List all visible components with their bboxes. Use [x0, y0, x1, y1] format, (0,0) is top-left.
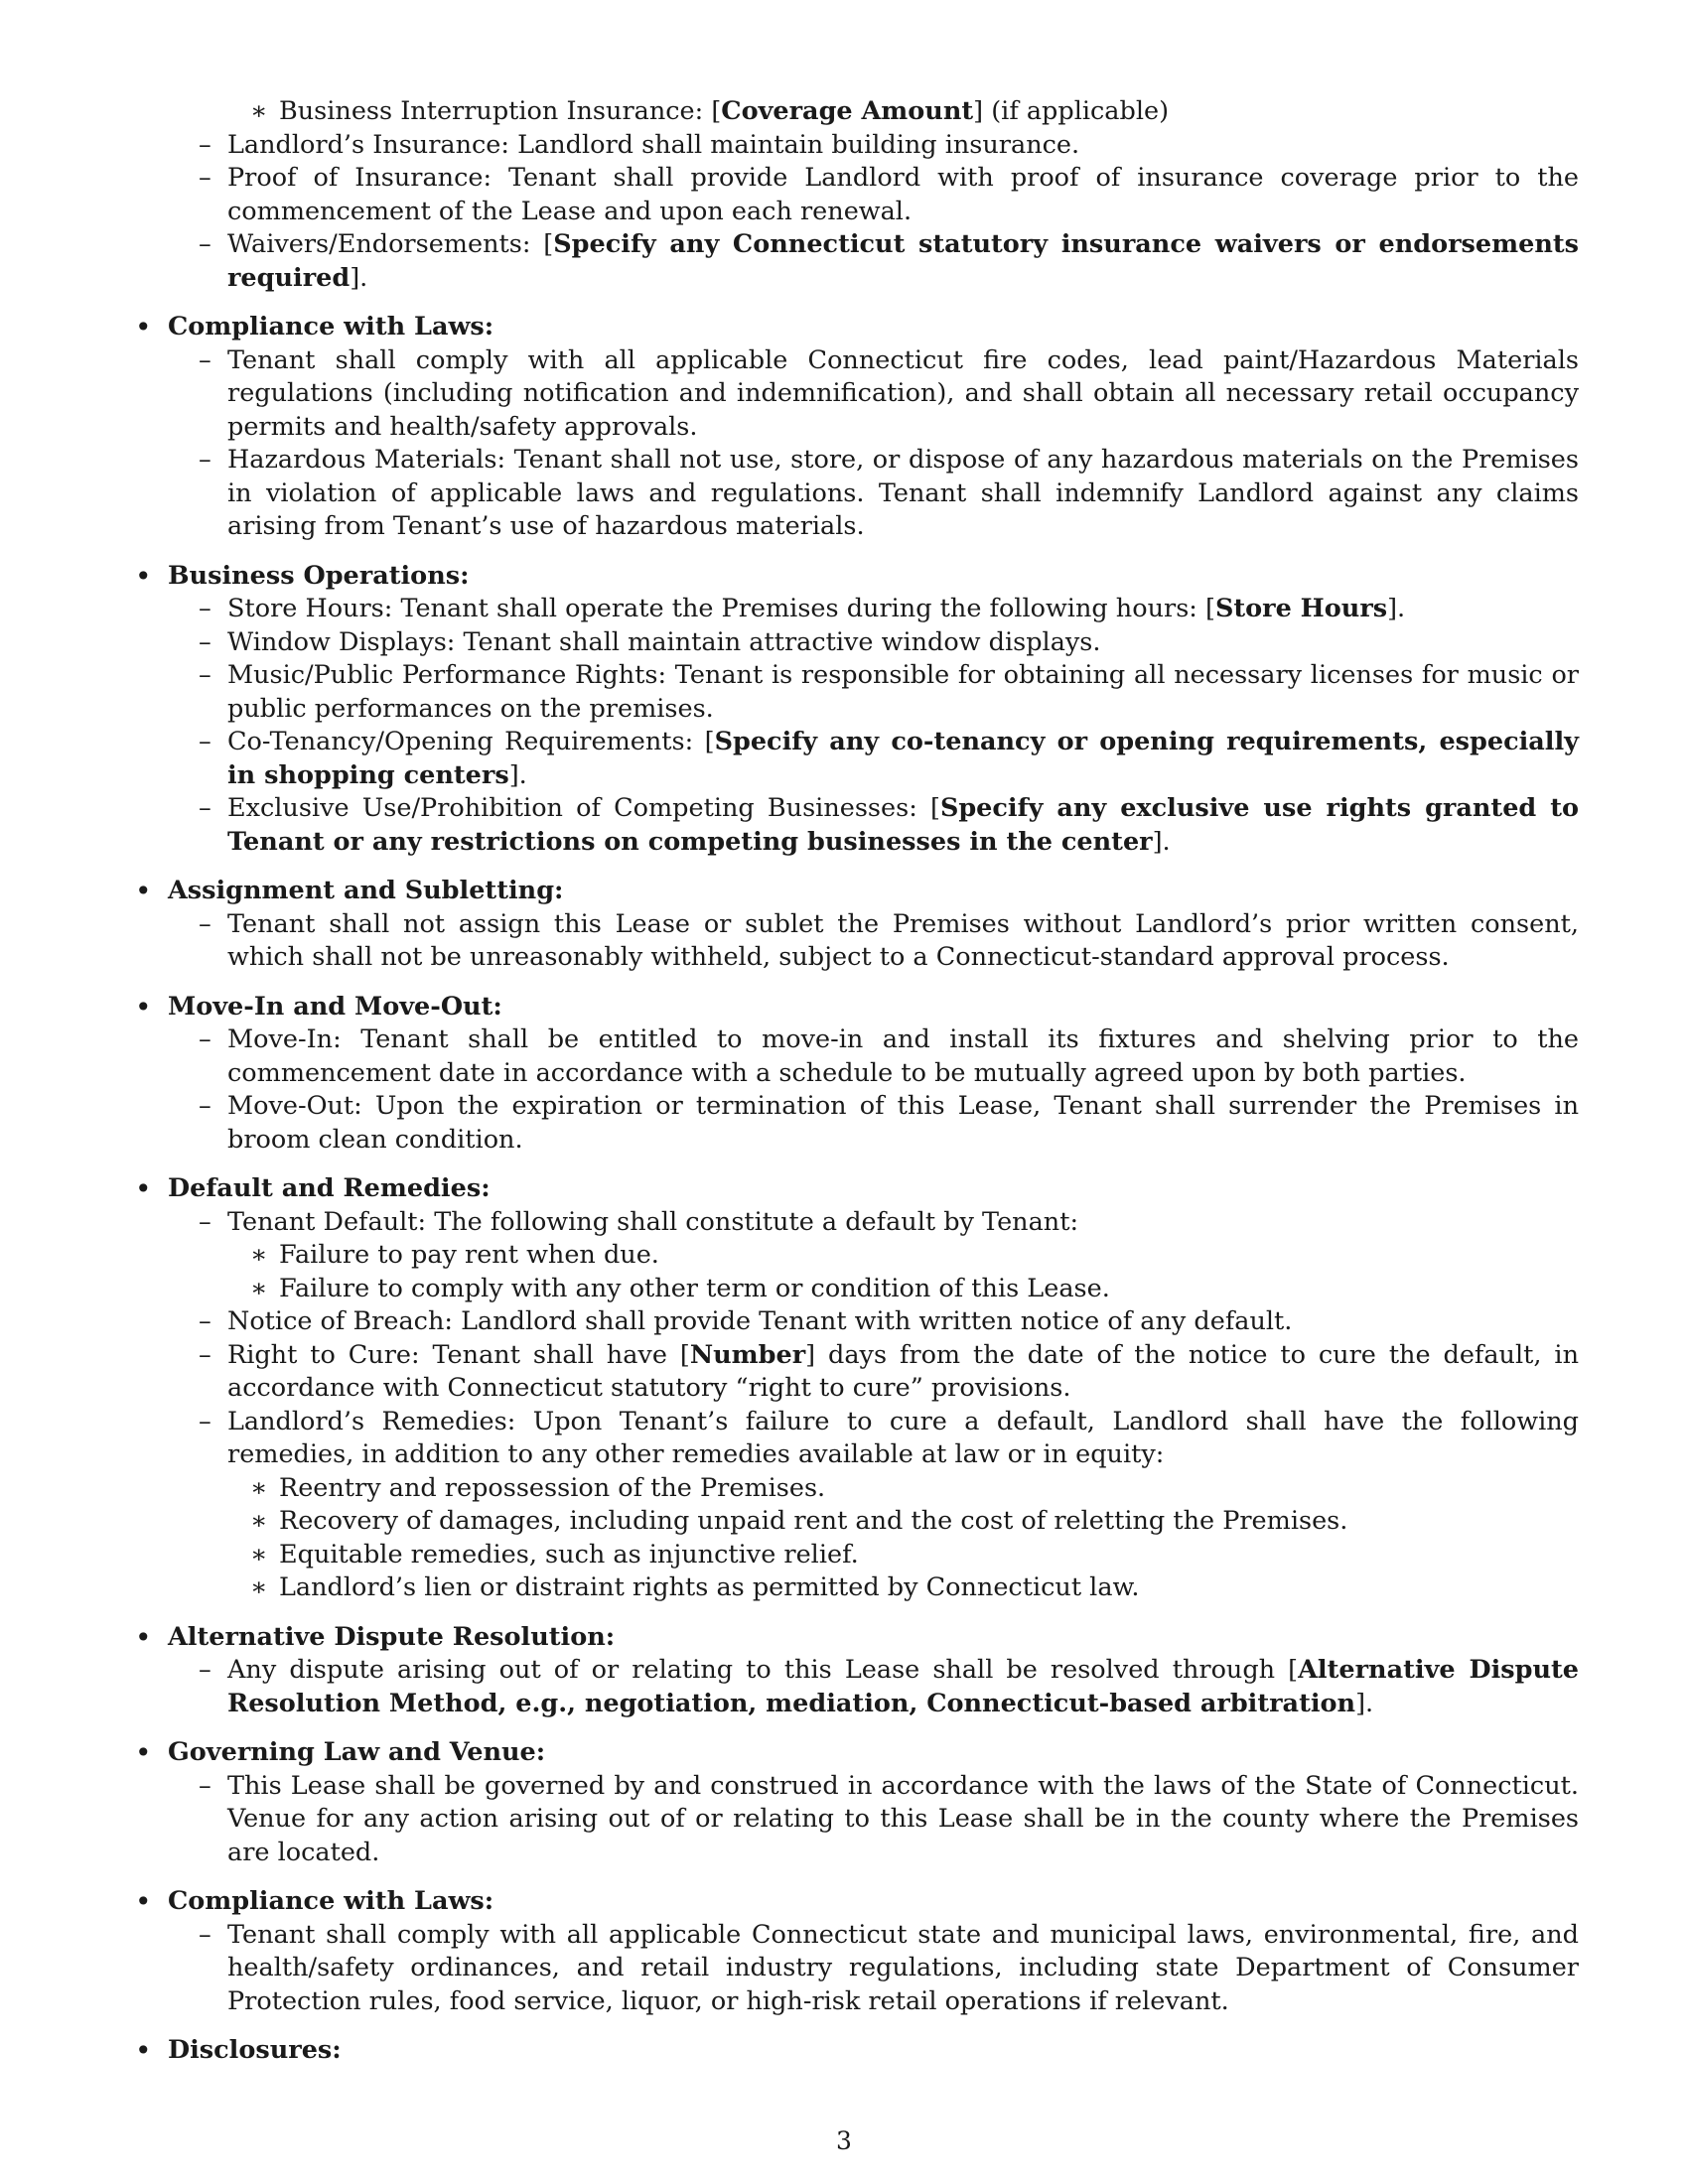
document-body [135, 95, 1579, 2068]
section-disclosures [135, 2034, 1579, 2068]
list-item: – Landlord’s Remedies: Upon Tenant’s failure to cure a default, Landlord shall have the following remedies, in addition to any other remedies available at law or in equity: [199, 1406, 1579, 1469]
dash-marker: – [199, 344, 211, 375]
dash-marker: – [199, 626, 211, 657]
dash-marker: – [199, 1206, 211, 1237]
dash-marker: – [199, 1919, 211, 1950]
list-item: – Notice of Breach: Landlord shall provide Tenant with written notice of any default. [135, 1305, 1579, 1339]
bullet-marker: • [135, 875, 152, 907]
bullet-marker: • [135, 1172, 152, 1205]
section-compliance-1 [135, 311, 1579, 544]
dash-marker: – [199, 1306, 211, 1336]
section-heading: • Assignment and Subletting: [135, 875, 564, 907]
list-item: – Proof of Insurance: Tenant shall provide Landlord with proof of insurance coverage prior to the commencement of the Lease and upon each renewal. [199, 163, 1579, 226]
bullet-marker: • [135, 1736, 152, 1769]
star-marker: ∗ [250, 1539, 268, 1570]
list-item: – Window Displays: Tenant shall maintain attractive window displays. [135, 626, 1579, 660]
list-item: – Co-Tenancy/Opening Requirements: [Specify any co-tenancy or opening requirements, especially in shopping centers]. [199, 727, 1580, 790]
dash-marker: – [199, 229, 211, 259]
dash-marker: – [199, 727, 211, 756]
list-item: – Tenant shall comply with all applicable Connecticut state and municipal laws, environmental, fire, and health/safety ordinances, and retail industry regulations, including state Department of Consumer Protection rules, food service, liquor, or high-risk retail operations if relevant. [199, 1919, 1579, 2016]
list-item: ∗ Reentry and repossession of the Premises. [135, 1472, 1579, 1506]
bullet-marker: • [135, 2034, 152, 2067]
star-marker: ∗ [250, 1273, 268, 1303]
dash-marker: – [199, 908, 211, 939]
section-default-remedies [135, 1172, 1579, 1605]
dash-marker: – [199, 1770, 211, 1801]
section-heading: • Compliance with Laws: [135, 311, 494, 343]
section-heading: • Governing Law and Venue: [135, 1736, 546, 1769]
dash-marker: – [199, 660, 211, 690]
section-compliance-2 [135, 1885, 1579, 2018]
section-business-operations [135, 560, 1579, 860]
list-item: ∗ Landlord’s lien or distraint rights as permitted by Connecticut law. [135, 1571, 1579, 1605]
list-item: – Exclusive Use/Prohibition of Competing Businesses: [Specify any exclusive use rights granted to Tenant or any restrictions on competing businesses in the center]. [199, 793, 1579, 857]
page-number: 3 [836, 2126, 852, 2155]
list-item: – Hazardous Materials: Tenant shall not use, store, or dispose of any hazardous materials on the Premises in violation of applicable laws and regulations. Tenant shall indemnify Landlord against any claims arising from Tenant’s use of hazardous materials. [199, 445, 1579, 541]
section-assignment [135, 875, 1579, 975]
list-item: ∗ Failure to pay rent when due. [135, 1239, 1579, 1273]
list-item: ∗ Equitable remedies, such as injunctive relief. [135, 1539, 1579, 1572]
dash-marker: – [199, 1339, 211, 1370]
list-item: – Store Hours: Tenant shall operate the Premises during the following hours: [Store Hours]. [135, 593, 1579, 626]
list-item: – Tenant shall not assign this Lease or sublet the Premises without Landlord’s prior written consent, which shall not be unreasonably withheld, subject to a Connecticut-standard approval process. [199, 908, 1579, 972]
section-heading: • Disclosures: [135, 2034, 342, 2067]
list-item: ∗ Failure to comply with any other term or condition of this Lease. [135, 1273, 1579, 1306]
section-heading: • Alternative Dispute Resolution: [135, 1620, 616, 1654]
bullet-marker: • [135, 1885, 152, 1918]
section-heading: • Default and Remedies: [135, 1172, 491, 1205]
dash-marker: – [199, 445, 211, 475]
bullet-marker: • [135, 1620, 152, 1654]
section-heading: • Compliance with Laws: [135, 1885, 494, 1918]
dash-marker: – [199, 594, 211, 623]
list-item: – Move-In: Tenant shall be entitled to move-in and install its fixtures and shelving prior to the commencement date in accordance with a schedule to be mutually agreed upon by both parties. [199, 1024, 1579, 1088]
dash-marker: – [199, 163, 211, 193]
dash-marker: – [199, 793, 211, 823]
dash-marker: – [199, 1655, 211, 1685]
bullet-marker: • [135, 990, 152, 1024]
list-item: – Waivers/Endorsements: [Specify any Connecticut statutory insurance waivers or endorsements required]. [199, 229, 1579, 293]
list-item: – Music/Public Performance Rights: Tenant is responsible for obtaining all necessary licenses for music or public performances on the premises. [199, 660, 1579, 724]
list-item: – Any dispute arising out of or relating to this Lease shall be resolved through [Alternative Dispute Resolution Method, e.g., negotiation, mediation, Connecticut-based arbitration]. [199, 1655, 1580, 1718]
list-item: – Landlord’s Insurance: Landlord shall maintain building insurance. [135, 129, 1579, 163]
list-item: – Tenant shall comply with all applicable Connecticut fire codes, lead paint/Hazardous Materials regulations (including notification and indemnification), and shall obtain all necessary retail occupancy permits and health/safety approvals. [199, 344, 1579, 442]
list-item: – Right to Cure: Tenant shall have [Number] days from the date of the notice to cure the default, in accordance with Connecticut statutory “right to cure” provisions. [199, 1339, 1579, 1403]
section-heading: • Business Operations: [135, 559, 470, 593]
bullet-marker: • [135, 559, 152, 593]
section-governing-law [135, 1736, 1579, 1869]
bullet-marker: • [135, 311, 152, 343]
dash-marker: – [199, 1406, 211, 1436]
dash-marker: – [199, 1024, 211, 1054]
section-move-in-out [135, 991, 1579, 1158]
list-item: – Move-Out: Upon the expiration or termination of this Lease, Tenant shall surrender the Premises in broom clean condition. [199, 1091, 1579, 1155]
dash-marker: – [199, 1091, 211, 1121]
list-item: ∗ Business Interruption Insurance: [Coverage Amount] (if applicable) [135, 95, 1579, 129]
star-marker: ∗ [250, 1240, 268, 1270]
list-item: – Tenant Default: The following shall constitute a default by Tenant: [135, 1206, 1579, 1240]
section-heading: • Move-In and Move-Out: [135, 990, 502, 1024]
star-marker: ∗ [250, 96, 268, 126]
star-marker: ∗ [250, 1572, 268, 1602]
star-marker: ∗ [250, 1506, 268, 1536]
list-item: – This Lease shall be governed by and construed in accordance with the laws of the State of Connecticut. Venue for any action arising out of or relating to this Lease shall be in the county where the Premises are located. [199, 1770, 1579, 1867]
star-marker: ∗ [250, 1472, 268, 1503]
list-item: ∗ Recovery of damages, including unpaid rent and the cost of reletting the Premises. [135, 1505, 1579, 1539]
dash-marker: – [199, 129, 211, 160]
section-adr [135, 1621, 1579, 1721]
